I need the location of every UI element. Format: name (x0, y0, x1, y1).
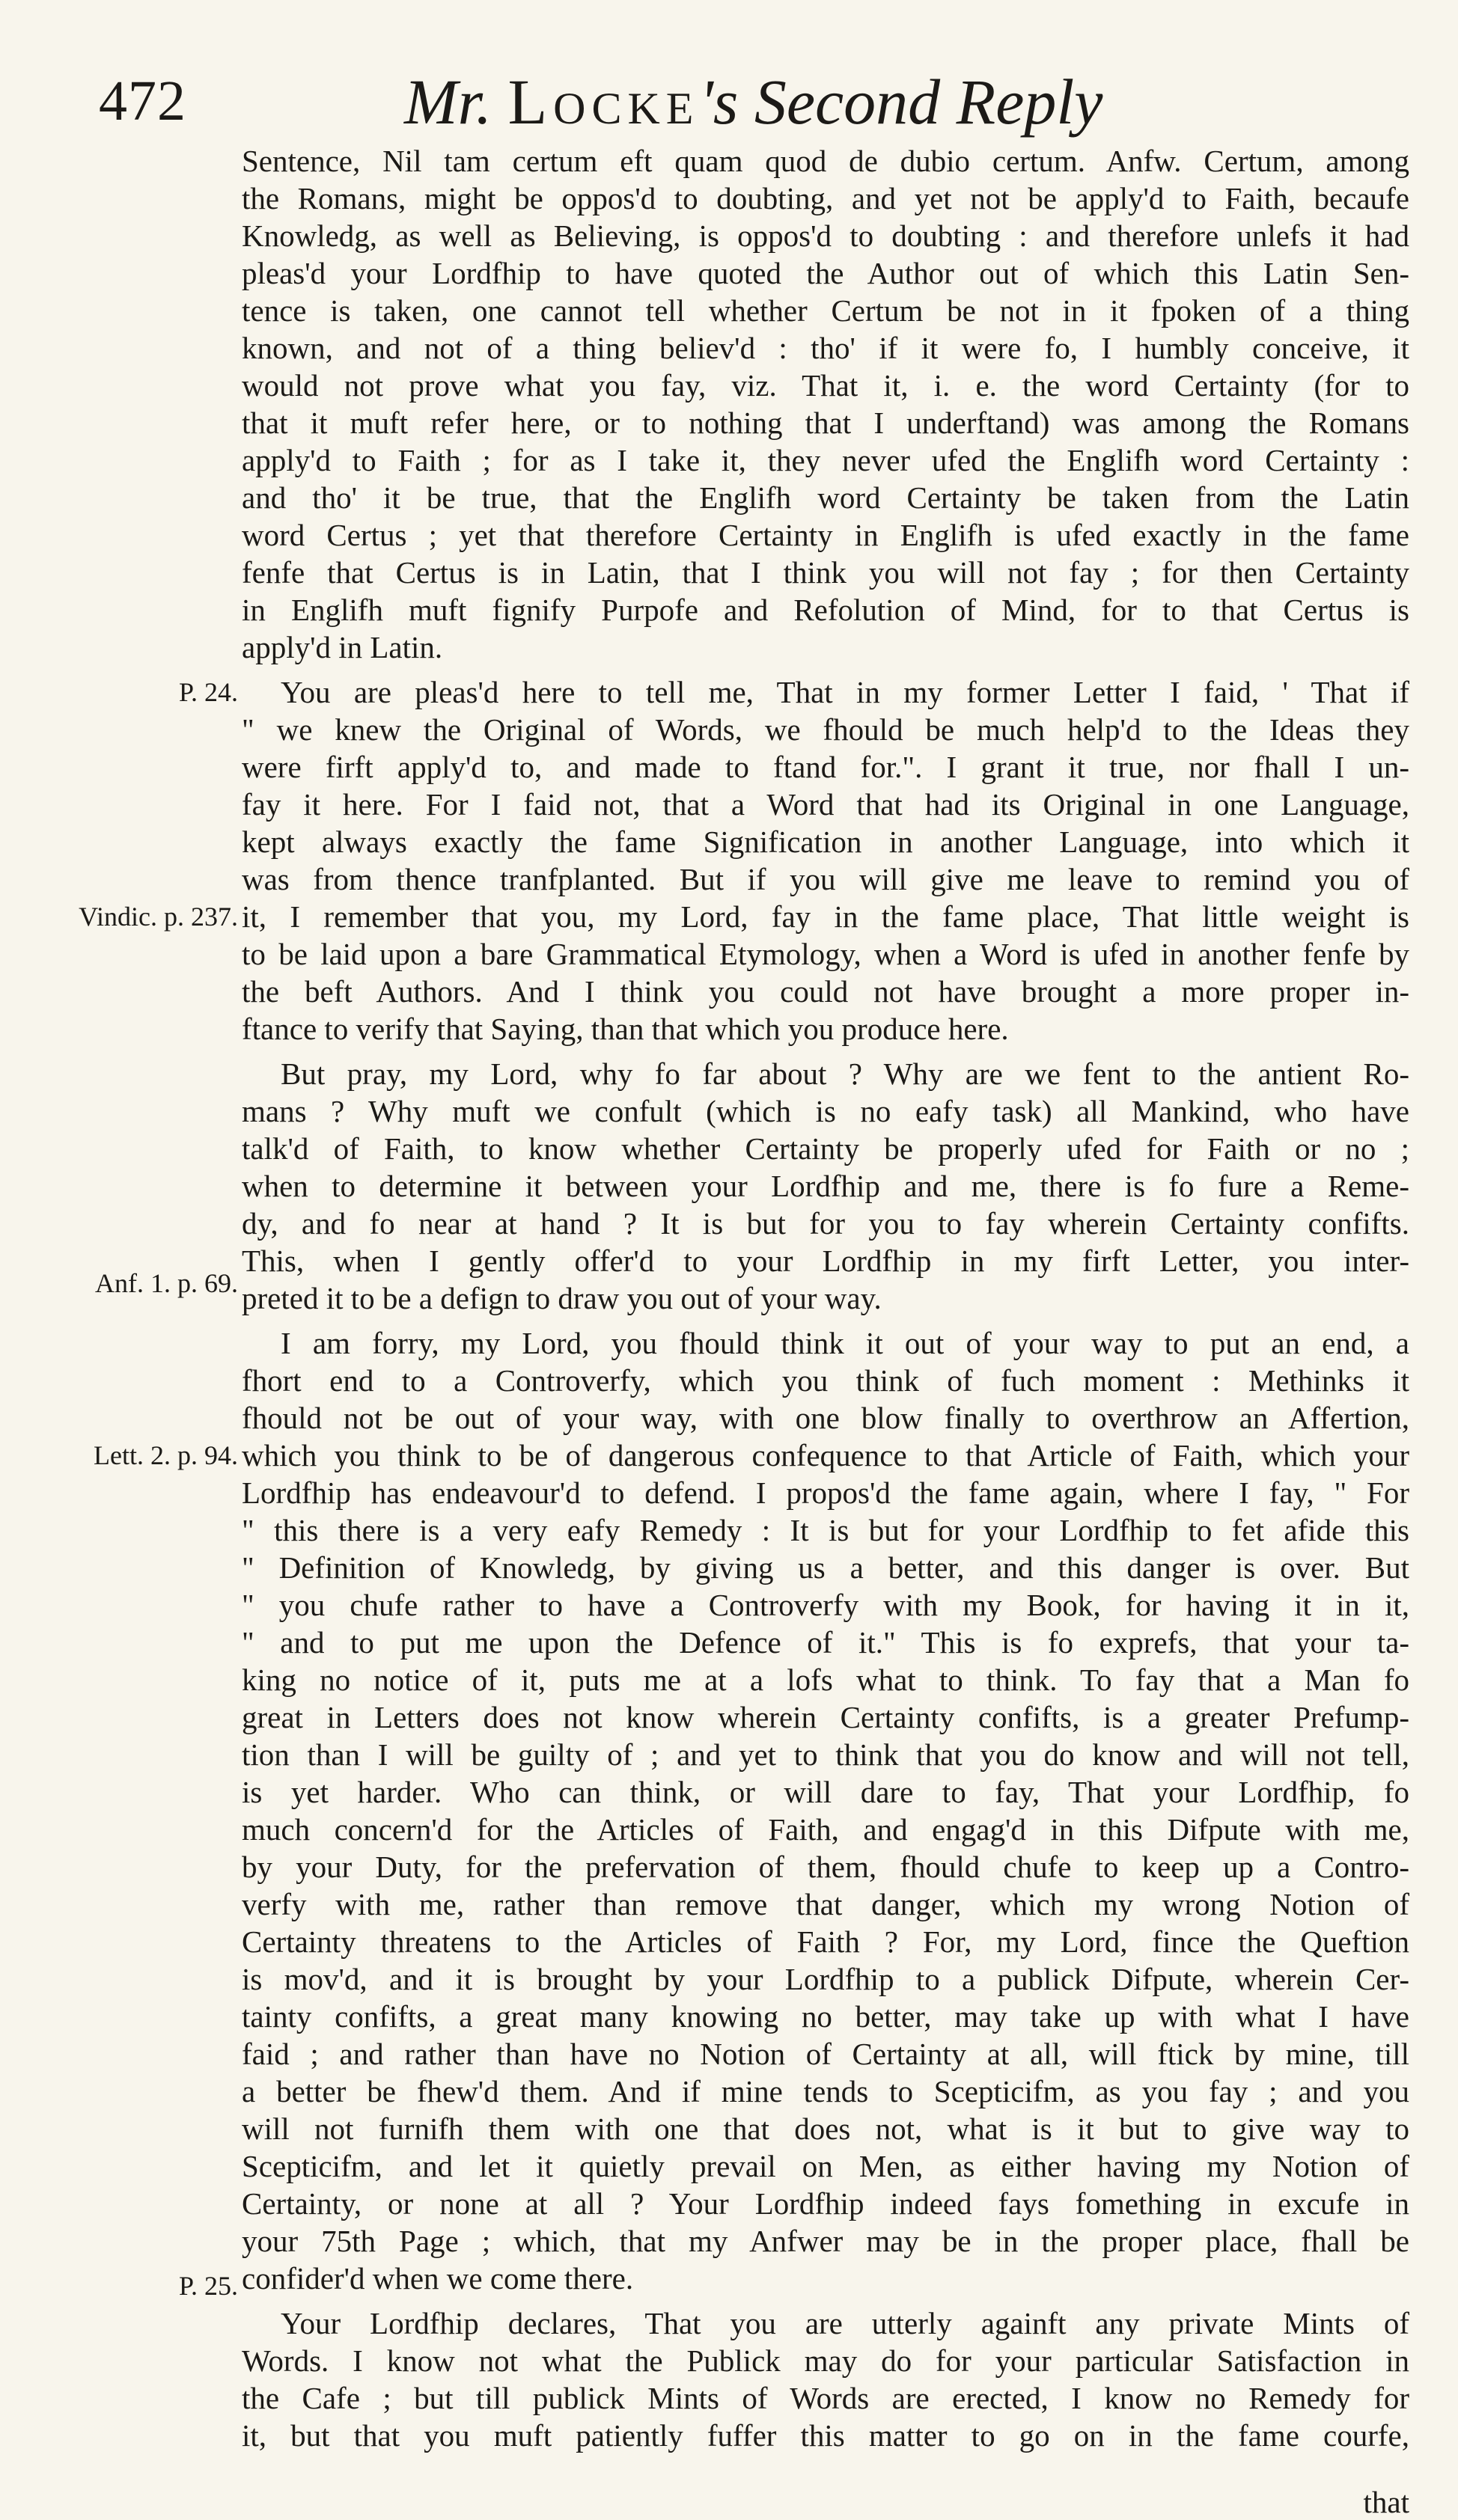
text-line: " this there is a very eafy Remedy : It is but for your Lordfhip to fet afide this (242, 1513, 1409, 1547)
text-line: when to determine it between your Lordfhip and me, there is fo fure a Reme- (242, 1169, 1409, 1203)
text-line: Sentence, Nil tam certum eft quam quod de dubio certum. Anfw. Certum, among (242, 144, 1409, 178)
text-line: pleas'd your Lordfhip to have quoted the Author out of which this Latin Sen- (242, 256, 1409, 290)
text-line: will not furnifh them with one that does not, what is it but to give way to (242, 2111, 1409, 2146)
margin-note-lett: Lett. 2. p. 94. (94, 1440, 238, 1470)
text-line: " Definition of Knowledg, by giving us a better, and this danger is over. But (242, 1550, 1409, 1585)
text-line: Certainty, or none at all ? Your Lordfhip indeed fays fomething in excufe in (242, 2186, 1409, 2221)
text-line: it, but that you muft patiently fuffer this matter to go on in the fame courfe, (242, 2418, 1409, 2453)
running-head-suffix: 's Second Reply (699, 66, 1103, 138)
text-line: were firft apply'd to, and made to ftand for.". I grant it true, nor fhall I un- (242, 750, 1409, 784)
text-line: king no notice of it, puts me at a lofs what to think. To fay that a Man fo (242, 1663, 1409, 1697)
margin-note-anf: Anf. 1. p. 69. (95, 1268, 238, 1298)
text-line: is mov'd, and it is brought by your Lordfhip to a publick Difpute, wherein Cer- (242, 1962, 1409, 1996)
running-head-prefix: Mr. (404, 66, 492, 138)
text-line: Scepticifm, and let it quietly prevail on Men, as either having my Notion of (242, 2149, 1409, 2183)
text-line: " we knew the Original of Words, we fhould be much help'd to the Ideas they (242, 712, 1409, 747)
catchword: that (1363, 2485, 1409, 2519)
margin-note-vindic: Vindic. p. 237. (79, 902, 238, 932)
text-line: that it muft refer here, or to nothing that I underftand) was among the Romans (242, 406, 1409, 440)
text-line: Knowledg, as well as Believing, is oppos'd to doubting : and therefore unlefs it had (242, 218, 1409, 253)
text-line: This, when I gently offer'd to your Lordfhip in my firft Letter, you inter- (242, 1244, 1409, 1278)
text-line: tainty confifts, a great many knowing no better, may take up with what I have (242, 1999, 1409, 2034)
text-line: apply'd in Latin. (242, 630, 443, 664)
text-line: the Cafe ; but till publick Mints of Words are erected, I know no Remedy for (242, 2381, 1409, 2415)
text-line: preted it to be a defign to draw you out of your way. (242, 1281, 882, 1315)
text-line: fay it here. For I faid not, that a Word that had its Original in one Language, (242, 787, 1409, 822)
text-line: dy, and fo near at hand ? It is but for you to fay wherein Certainty confifts. (242, 1206, 1409, 1241)
text-line: to be laid upon a bare Grammatical Etymology, when a Word is ufed in another fenfe by (242, 937, 1409, 971)
text-line: " and to put me upon the Defence of it." This is fo exprefs, that your ta- (242, 1625, 1409, 1660)
text-line: and tho' it be true, that the Englifh word Certainty be taken from the Latin (242, 480, 1409, 515)
text-line: fhort end to a Controverfy, which you think of fuch moment : Methinks it (242, 1363, 1409, 1398)
text-line: Words. I know not what the Publick may do for your particular Satisfaction in (242, 2343, 1409, 2378)
text-line: fenfe that Certus is in Latin, that I think you will not fay ; for then Certainty (242, 555, 1409, 590)
text-line: it, I remember that you, my Lord, fay in the fame place, That little weight is (242, 899, 1409, 934)
text-line: ftance to verify that Saying, than that which you produce here. (242, 1012, 1009, 1046)
text-line: by your Duty, for the prefervation of them, fhould chufe to keep up a Contro- (242, 1850, 1409, 1884)
text-line: fhould not be out of your way, with one blow finally to overthrow an Affertion, (242, 1401, 1409, 1435)
text-line: the beft Authors. And I think you could not have brought a more proper in- (242, 974, 1409, 1009)
text-line: tence is taken, one cannot tell whether Certum be not in it fpoken of a thing (242, 293, 1409, 328)
text-line: faid ; and rather than have no Notion of Certainty at all, will ftick by mine, till (242, 2037, 1409, 2071)
text-line: apply'd to Faith ; for as I take it, they never ufed the Englifh word Certainty : (242, 443, 1409, 477)
running-head-name: Locke (507, 66, 700, 138)
text-line: the Romans, might be oppos'd to doubting, and yet not be apply'd to Faith, becaufe (242, 181, 1409, 215)
running-head (404, 64, 1102, 139)
text-line: I am forry, my Lord, you fhould think it out of your way to put an end, a (281, 1326, 1409, 1360)
text-line: But pray, my Lord, why fo far about ? Why are we fent to the antient Ro- (281, 1056, 1409, 1091)
text-line: mans ? Why muft we confult (which is no eafy task) all Mankind, who have (242, 1094, 1409, 1128)
text-line: was from thence tranfplanted. But if you will give me leave to remind you of (242, 862, 1409, 896)
text-line: verfy with me, rather than remove that danger, which my wrong Notion of (242, 1887, 1409, 1921)
text-line: Lordfhip has endeavour'd to defend. I propos'd the fame again, where I fay, " For (242, 1475, 1409, 1510)
text-line: " you chufe rather to have a Controverfy with my Book, for having it in it, (242, 1588, 1409, 1622)
text-line: word Certus ; yet that therefore Certainty in Englifh is ufed exactly in the fame (242, 518, 1409, 552)
text-line: Your Lordfhip declares, That you are utterly againft any private Mints of (281, 2306, 1409, 2340)
text-line: is yet harder. Who can think, or will dare to fay, That your Lordfhip, fo (242, 1775, 1409, 1809)
text-line: would not prove what you fay, viz. That it, i. e. the word Certainty (for to (242, 368, 1409, 403)
text-line: great in Letters does not know wherein Certainty confifts, is a greater Prefump- (242, 1700, 1409, 1734)
text-line: talk'd of Faith, to know whether Certainty be properly ufed for Faith or no ; (242, 1131, 1409, 1166)
text-line: your 75th Page ; which, that my Anfwer may be in the proper place, fhall be (242, 2224, 1409, 2258)
text-line: Certainty threatens to the Articles of Faith ? For, my Lord, fince the Queftion (242, 1924, 1409, 1959)
text-line: kept always exactly the fame Signification in another Language, into which it (242, 825, 1409, 859)
text-line (242, 2454, 1409, 2492)
page-number: 472 (99, 70, 186, 132)
text-line: You are pleas'd here to tell me, That in my former Letter I faid, ' That if (281, 675, 1409, 709)
text-line: much concern'd for the Articles of Faith, and engag'd in this Difpute with me, (242, 1812, 1409, 1847)
text-line: which you think to be of dangerous confequence to that Article of Faith, which your (242, 1438, 1409, 1472)
text-line: in Englifh muft fignify Purpofe and Refolution of Mind, for to that Certus is (242, 593, 1409, 627)
text-line: a better be fhew'd them. And if mine tends to Scepticifm, as you fay ; and you (242, 2074, 1409, 2108)
text-line: tion than I will be guilty of ; and yet to think that you do know and will not tell, (242, 1737, 1409, 1772)
text-line: confider'd when we come there. (242, 2261, 634, 2296)
margin-note-p25: P. 25. (178, 2271, 238, 2301)
margin-note-p24: P. 24. (178, 677, 238, 707)
text-line: known, and not of a thing believ'd : tho' if it were fo, I humbly conceive, it (242, 331, 1409, 365)
